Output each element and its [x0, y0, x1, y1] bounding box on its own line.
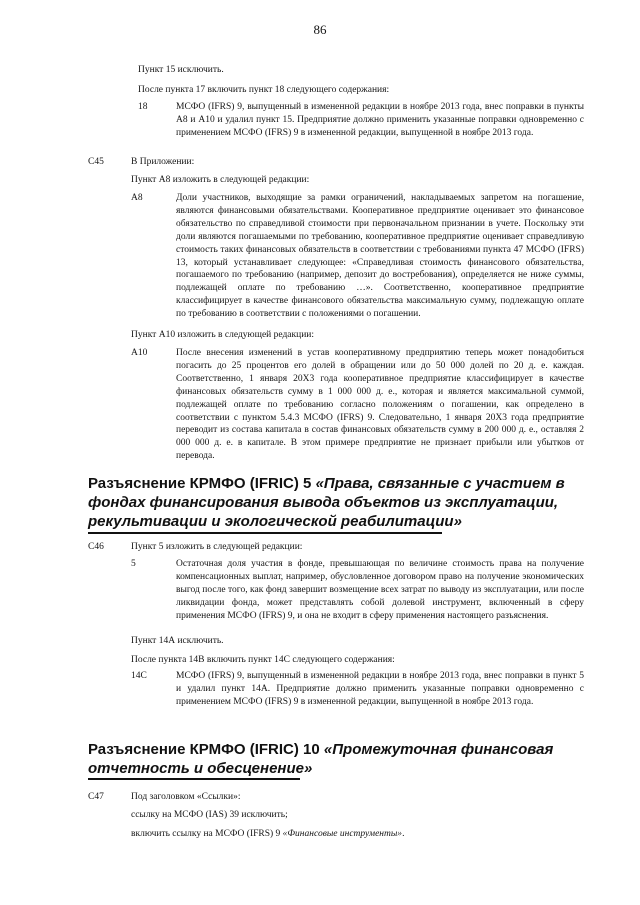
instruction-delete-14a: Пункт 14А исключить.	[131, 636, 224, 646]
paragraph-number: 14С	[131, 671, 147, 681]
page-number: 86	[313, 22, 327, 37]
paragraph-5-text: Остаточная доля участия в фонде, превышающая по величине стоимость права на получение компенсационных выплат, например, обусловленное договором право на получение экономических выгод после того, как фонд завершит возмещение всех затрат по выводу из эксплуатации, или после ликвидации фонда, может представлять собой долевой инструмент, включенный в сферу применения МСФО (IFRS) 9, и она не входит в сферу применения настоящего разъяснения.	[176, 559, 584, 621]
heading-italic: фондах финансирования вывода объектов из эксплуатации,	[88, 494, 559, 511]
paragraph-a8-text: Доли участников, выходящие за рамки ограничений, накладываемых запретом на погашение, являются финансовыми обязательствами. Кооперативное предприятие оценивает это финансовое обязательство по справедливой стоимости при первоначальном признании в учете. Поскольку эти доли являются погашаемыми по требованию, кооперативное предприятие оценивает справедливую стоимость таких финансовых обязательств в соответствии с требованиями пункта 47 МСФО (IFRS) 13, который устанавливает следующее: «Справедливая стоимость финансового обязательства, погашаемого по требованию (например, депозит до востребования), определяется не ниже суммы, подлежащей оплате по требованию …». Соответственно, кооперативное предприятие классифицирует в качестве финансового обязательства максимальную сумму, подлежащую оплате по требованию в соответствии с положениями о погашении.	[176, 193, 584, 320]
instruction-p5: Пункт 5 изложить в следующей редакции:	[131, 542, 303, 552]
paragraph-number: А10	[131, 348, 148, 358]
paragraph-18-text: МСФО (IFRS) 9, выпущенный в измененной редакции в ноябре 2013 года, внес поправки в пункты А8 и А10 и удалил пункт 15. Предприятие должно применить указанные поправки одновременно с применением МСФО (IFRS) 9 в измененной редакции, выпущенной в ноябре 2013 года.	[176, 102, 584, 138]
heading-plain: Разъяснение КРМФО (IFRIC) 10	[88, 741, 324, 758]
reference-end: .	[402, 829, 405, 839]
reference-delete-ias39: ссылку на МСФО (IAS) 39 исключить;	[131, 810, 288, 820]
heading-italic: «Права, связанные с участием в	[315, 475, 565, 492]
instruction-add-14c: После пункта 14В включить пункт 14С следующего содержания:	[131, 655, 395, 665]
instruction-add-18: После пункта 17 включить пункт 18 следующего содержания:	[138, 85, 390, 95]
section-label-c46: C46	[88, 542, 104, 552]
reference-plain: включить ссылку на МСФО (IFRS) 9	[131, 829, 283, 839]
instruction-delete-15: Пункт 15 исключить.	[138, 65, 224, 75]
paragraph-number: 18	[138, 102, 148, 112]
heading-plain: Разъяснение КРМФО (IFRIC) 5	[88, 475, 316, 492]
reference-add-ifrs9	[131, 828, 404, 841]
heading-underline	[88, 532, 442, 534]
instruction-a8: Пункт А8 изложить в следующей редакции:	[131, 175, 310, 185]
section-label-c45: C45	[88, 157, 104, 167]
instruction-references: Под заголовком «Ссылки»:	[131, 792, 241, 802]
section-heading-ifric5	[88, 474, 588, 531]
heading-underline	[88, 778, 300, 780]
paragraph-number: 5	[131, 559, 136, 569]
heading-italic: рекультивации и экологической реабилитации»	[88, 513, 462, 530]
section-label-c47: C47	[88, 792, 104, 802]
instruction-a10: Пункт А10 изложить в следующей редакции:	[131, 330, 315, 340]
paragraph-a10-text: После внесения изменений в устав кооперативному предприятию теперь может понадобиться погасить до 25 процентов его долей в обращении или до 50 000 долей по 20 д. е. каждая. Соответственно, 1 января 20Х3 года кооперативное предприятие классифицирует в качестве финансовых обязательств сумму в 1 000 000 д. е., которая и является максимальной суммой, подлежащей оплате по требованию согласно положениям о погашении, как определено в соответствии с пунктом 5.4.3 МСФО (IFRS) 9. Следовательно, 1 января 20Х3 года предприятие переводит из состава капитала в состав финансовых обязательств сумму в 200 000 д. е., оставляя 2 000 000 д. е. в капитале. В этом примере предприятие не признает прибыли или убытков от перевода.	[176, 348, 584, 462]
section-heading-ifric10	[88, 740, 588, 778]
paragraph-14c-text: МСФО (IFRS) 9, выпущенный в измененной редакции в ноябре 2013 года, внес поправки в пункт 5 и удалил пункт 14А. Предприятие должно применить указанные поправки одновременно с применением МСФО (IFRS) 9 в измененной редакции, выпущенной в ноябре 2013 года.	[176, 671, 584, 707]
paragraph-number: А8	[131, 193, 143, 203]
c45-intro: В Приложении:	[131, 157, 195, 167]
heading-italic: «Промежуточная финансовая	[323, 741, 554, 758]
reference-title: «Финансовые инструменты»	[282, 829, 403, 839]
heading-italic: отчетность и обесценение»	[88, 760, 313, 777]
